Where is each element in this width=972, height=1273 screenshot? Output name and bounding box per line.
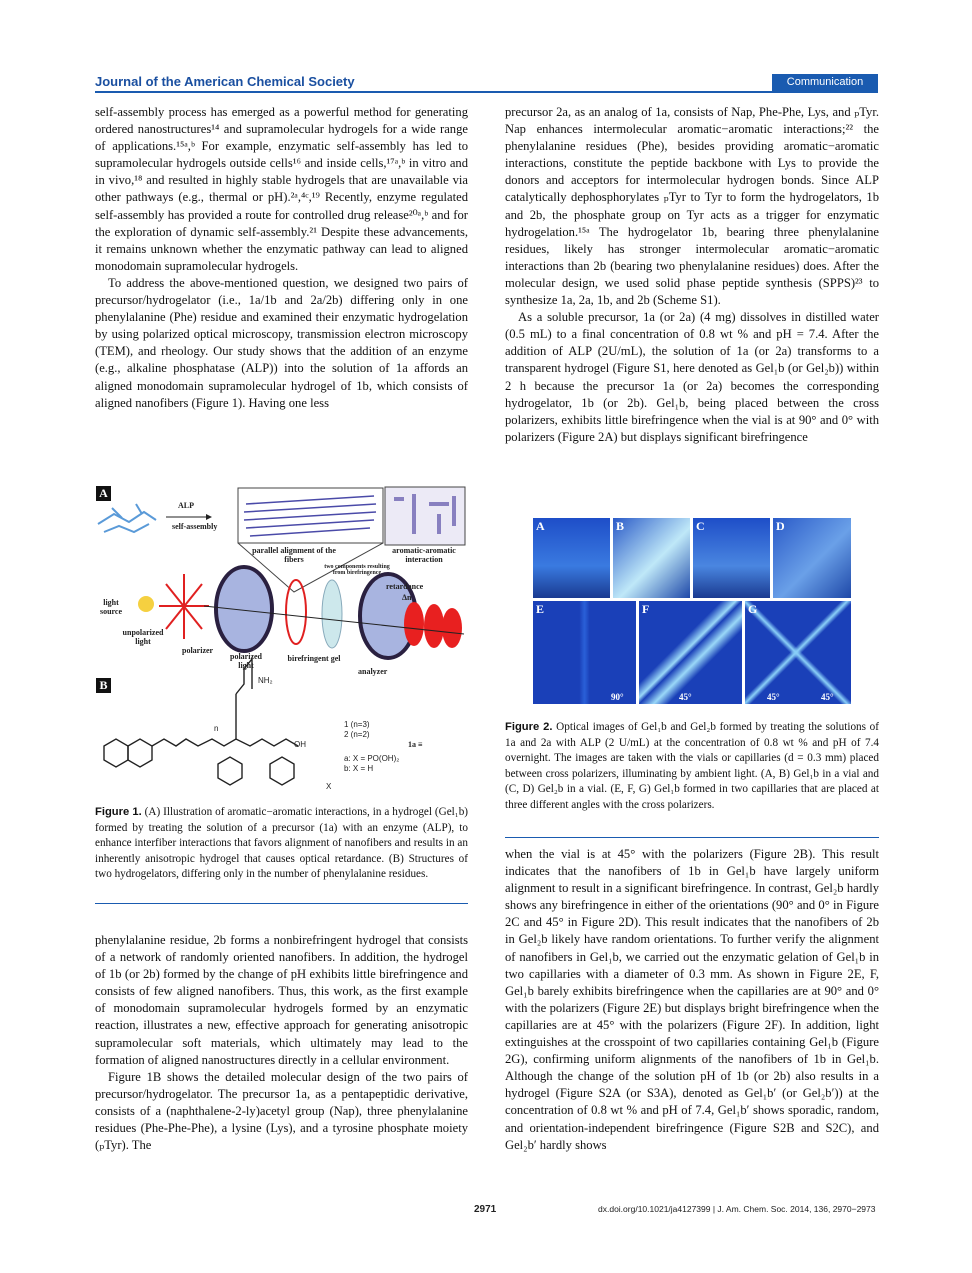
caption-text: Optical images of Gel₁b and Gel₂b formed by treating the solutions of 1a and 2a with ALP (2 U/mL) at the concentration of 0.8 wt % and pH of 7.4 overnight. The images are taken with the vials or capillaries (d = 0.3 mm) placed between cross polarizers, illuminating by ambient light. (A, B) Gel₁b in a vial and (C, D) Gel₂b in a vial. (E, F, G) Gel₁b formed in two capillaries that are placed at three different angles with the cross polarizers. xyxy=(505,721,879,811)
figure-1-caption xyxy=(95,805,468,883)
birefringent-gel-label: birefringent gel xyxy=(287,654,341,663)
light-source-label: light source xyxy=(99,598,123,616)
paragraph: To address the above-mentioned question, we designed two pairs of precursor/hydrogelator (i.e., 1a/1b and 2a/2b) differing only in one phenylalanine (Phe) residue and examined their enzymatic hydrogelation by using polarized optical microscopy, transmission electron microscopy (TEM), and rheology. Our study shows that the addition of an enzyme (e.g., alkaline phosphatase (ALP)) into the solution of 1a affords an aligned monodomain supramolecular hydrogel of 1b, which consists of aligned nanofibers (Figure 1). Having one less xyxy=(95,275,468,410)
compound-2-label: 2 (n=2) xyxy=(344,730,370,739)
photo-g: G 45° 45° xyxy=(745,601,851,704)
parallel-alignment-label: parallel alignment of the fibers xyxy=(252,546,336,564)
two-components-label: two components resulting from birefringence xyxy=(324,564,390,576)
caption-label: Figure 2. xyxy=(505,721,553,733)
figure-2-caption xyxy=(505,720,879,813)
doi-citation: dx.doi.org/10.1021/ja4127399 | J. Am. Chem. Soc. 2014, 136, 2970−2973 xyxy=(598,1204,876,1214)
equivalence-label: 1a ≡ xyxy=(408,740,423,749)
right-column-top xyxy=(505,104,879,446)
header-rule xyxy=(95,91,878,93)
figure-1 xyxy=(94,484,470,800)
substituent-a-label: a: X = PO(OH)₂ xyxy=(344,754,400,763)
oh-label: OH xyxy=(294,740,306,749)
paragraph: phenylalanine residue, 2b forms a nonbirefringent hydrogel that consists of a network of randomly oriented nanofibers. In addition, the hydrogel of 1b (or 2b) formed by the change of pH exhibits little birefringence and consists of few aligned nanofibers. Thus, this work, as the first example of monodomain supramolecular hydrogels formed by an enzymatic reaction, illustrates a new, effective approach for generating anisotropic supramolecular soft materials, which ultimately may lead to the formation of aligned nanostructures directly in a cellular environment. xyxy=(95,933,468,1067)
caption-label: Figure 1. xyxy=(95,806,142,818)
compound-1-label: 1 (n=3) xyxy=(344,720,370,729)
caption-rule xyxy=(505,837,879,838)
left-column-bottom xyxy=(95,932,468,1154)
polarizer-lens xyxy=(216,567,272,651)
photo-a: A xyxy=(533,518,610,598)
photo-f: F 45° xyxy=(639,601,742,704)
figure-2 xyxy=(533,518,851,704)
aromatic-interaction-label: aromatic-aromatic interaction xyxy=(392,546,456,564)
self-assembly-label: self-assembly xyxy=(172,522,218,531)
analyzer-label: analyzer xyxy=(358,667,388,676)
paragraph: As a soluble precursor, 1a (or 2a) (4 mg) dissolves in distilled water (0.5 mL) to a final concentration of 0.8 wt % and pH = 7.4. After the addition of ALP (2U/mL), the solution of 1a (or 2a) transforms to a transparent hydrogel (Figure S1, here denoted as Gel₁b (or Gel₂b)) within 2 h because the precursor 1a (or 2a) becomes the corresponding hydrogelator, 1b (or 2b). Gel₁b, being placed between the cross polarizers, exhibits little birefringence when the vial is at 90° and 0° with polarizers (Figure 2A) but displays significant birefringence xyxy=(505,310,879,444)
retarded-waves xyxy=(404,602,462,648)
nh2-label: NH₂ xyxy=(258,676,273,685)
paragraph: self-assembly process has emerged as a powerful method for generating ordered nanostructures¹⁴ and supramolecular hydrogels for a wide range of applications.¹⁵ᵃ,ᵇ For example, enzymatic self-assembly has led to supramolecular hydrogels outside cells¹⁶ and inside cells,¹⁷ᵃ,ᵇ in vitro and in vivo,¹⁸ and resulted in highly stable hydrogels that are unavailable via other pathways (e.g., thermal or pH).²ᵃ,⁴ᶜ,¹⁹ Recently, enzyme regulated self-assembly has provided a route for controlled drug release²⁰ᵃ,ᵇ and for the exploration of dynamic self-assembly.²¹ Despite these advancements, it remains unknown whether the enzymatic pathway can lead to aligned monodomain supramolecular hydrogels. xyxy=(95,105,468,273)
page-number: 2971 xyxy=(474,1204,497,1215)
left-column-top xyxy=(95,104,468,412)
photo-c: C xyxy=(693,518,770,598)
right-column-bottom xyxy=(505,846,879,1154)
substituent-b-label: b: X = H xyxy=(344,764,374,773)
caption-rule xyxy=(95,903,468,904)
x-label: X xyxy=(326,782,332,791)
alp-label: ALP xyxy=(178,501,194,510)
panel-b-label: B xyxy=(96,678,111,693)
section-badge: Communication xyxy=(772,74,878,91)
delta-n-label: Δn xyxy=(402,593,412,602)
caption-text: (A) Illustration of aromatic−aromatic interactions, in a hydrogel (Gel₁b) formed by treating the solution of a precursor (1a) with an enzyme (ALP), to enhance interfiber interactions that favors alignment of nanofibers and results in an inherently anisotropic hydrogel that causes optical retardance. (B) Structures of two hydrogelators, differing only in the number of phenylalanine residues. xyxy=(95,806,469,880)
polarizer-label: polarizer xyxy=(182,646,214,655)
polarized-light-label: polarized light xyxy=(230,652,262,670)
journal-title: Journal of the American Chemical Society xyxy=(95,74,355,89)
photo-b: B xyxy=(613,518,690,598)
photo-d: D xyxy=(773,518,851,598)
paragraph: when the vial is at 45° with the polarizers (Figure 2B). This result indicates that the nanofibers of 1b in Gel₁b have largely uniform alignment to result in a significant birefringence. In contrast, Gel₂b hardly shows any birefringence in either of the orientations (90° and 0° in Figure 2C and 45° in Figure 2D). This result indicates that the nanofibers of 2b in Gel₂b likely have random orientations. To further verify the alignment of nanofibers in Gel₁b, we carried out the enzymatic gelation of Gel₁b in two capillaries with a diameter of 0.3 mm. As shown in Figure 2E, F, Gel₁b barely exhibits birefringence when the capillaries are at 90° and 0° with the polarizers (Figure 2E) but displays bright birefringence when the capillaries are at 45° with the polarizers (Figure 2F). In addition, light extinguishes at the crosspoint of two capillaries containing Gel₁b (Figure 2G), confirming uniform alignments of the nanofibers of 1b in Gel₁b. Although the change of the solution pH of 1b (or 2b) also results in a hydrogel (Figure S2A (or S3A), denoted as Gel₁b′ (or Gel₂b′)) at the concentration of 0.8 wt % and pH of 7.4, Gel₁b′ shows sporadic, random, and orientation-independent birefringence (Figure S2B and S2C), and Gel₂b′ hardly shows xyxy=(505,847,879,1152)
n-subscript: n xyxy=(214,724,219,733)
birefringent-gel xyxy=(322,580,342,648)
retardance-label: retardance xyxy=(386,582,424,591)
paragraph: precursor 2a, as an analog of 1a, consists of Nap, Phe-Phe, Lys, and ₚTyr. Nap enhances intermolecular aromatic−aromatic interactions;²² the phenylalanine residues (Phe), besides providing aromatic−aromatic interactions, constitute the peptide backbone with Lys to provide the donors and acceptors for intermolecular hydrogen bonds. Since ALP catalytically dephosphorylates ₚTyr to Tyr to form the hydrogelators, 1b and 2b, the phosphate group on Tyr acts as a trigger for enzymatic hydrogelation.¹⁵ᵃ The hydrogelator 1b, bearing three phenylalanine residues, likely has stronger intermolecular aromatic−aromatic interactions than 2b (bearing two phenylalanine residues) does. After the molecular design, we used solid phase peptide synthesis (SPPS)²³ to synthesize 1a, 2a, 1b, and 2b (Scheme S1). xyxy=(505,105,879,308)
photo-e: E 90° xyxy=(533,601,636,704)
panel-a-label: A xyxy=(96,486,111,501)
paragraph: Figure 1B shows the detailed molecular design of the two pairs of precursor/hydrogelator. The precursor 1a, as a pentapeptidic derivative, consists of a (naphthalene-2-ly)acetyl group (Nap), three phenylalanine residues (Phe-Phe-Phe), a lysine (Lys), and a tyrosine phosphate moiety (ₚTyr). The xyxy=(95,1069,468,1153)
unpolarized-light-label: unpolarized light xyxy=(122,628,164,646)
molecule-network-icon xyxy=(98,504,156,532)
light-bulb-icon xyxy=(138,596,154,612)
